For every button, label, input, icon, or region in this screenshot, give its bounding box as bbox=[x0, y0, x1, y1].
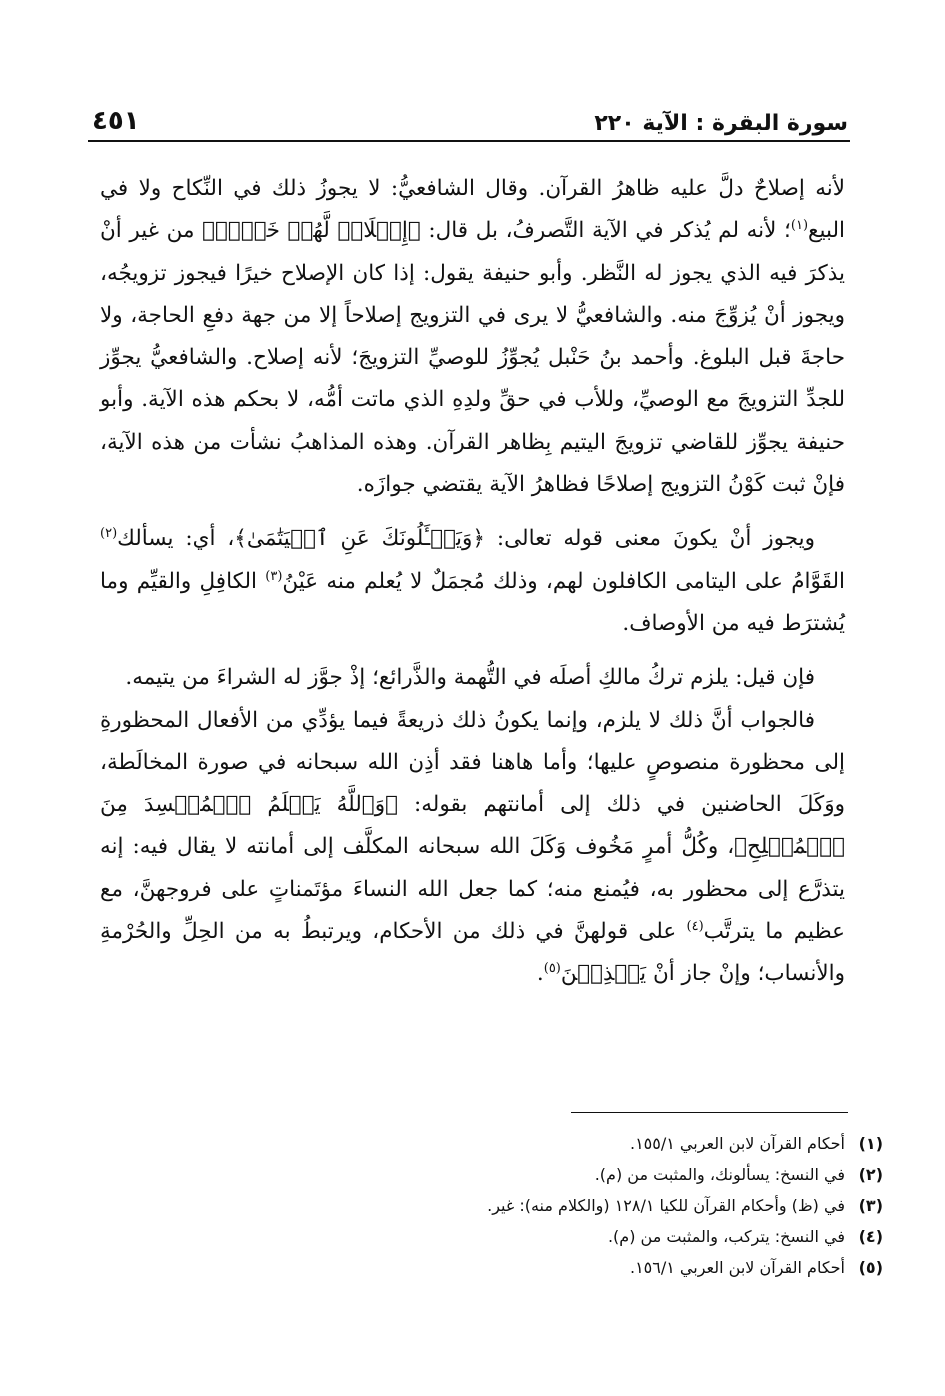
quran-quote: ﴿وَيَسۡـَٔلُونَكَ عَنِ ٱلۡيَتَٰمَىٰ﴾ bbox=[234, 526, 485, 552]
footnote-ref-5: (٥) bbox=[543, 961, 561, 977]
footnote-item bbox=[98, 1221, 883, 1252]
main-text bbox=[100, 168, 845, 996]
footnote-text: في النسخ: يتركب، والمثبت من (م). bbox=[607, 1227, 845, 1246]
footnote-item bbox=[98, 1159, 883, 1190]
header-rule bbox=[88, 140, 850, 142]
footnote-ref-4: (٤) bbox=[686, 918, 704, 934]
paragraph-1-text-c: من غير أنْ يذكرَ فيه الذي يجوز له النَّظر. وأبو حنيفة يقول: إذا كان الإصلاح خيرًا فيجوز تزويجُه، ويجوز أنْ يُزوِّجَ منه. والشافعيُّ لا يرى في التزويج إصلاحاً إلا من جهة دفعِ الحاجة، ولا حاجةَ قبل البلوغ. وأحمد بنُ حَنْبل يُجوِّزُ للوصيِّ التزويجَ؛ لأنه إصلاح. والشافعيُّ يجوِّز للجدِّ التزويجَ مع الوصيِّ، وللأب في حقِّ ولدِهِ الذي ماتت أمُّه، لا بحكم هذه الآية. وأبو حنيفة يجوِّز للقاضي تزويجَ اليتيم بِظاهر القرآن. وهذه المذاهبُ نشأت من هذه الآية، فإنْ ثبت كَوْنُ التزويج إصلاحًا فظاهرُ الآية يقتضي جوازَه. bbox=[100, 218, 845, 498]
quran-quote: ﴿إِصۡلَاحٞ لَّهُمۡ خَيۡرٞ﴾ bbox=[202, 218, 421, 244]
paragraph-4-text-a: فالجواب أنَّ ذلك لا يلزم، وإنما يكونُ ذلك ذريعةً فيما يؤدِّي من الأفعال المحظورةِ إلى محظورة منصوصٍ عليها؛ وأما هاهنا فقد أذِن الله سبحانه في صورة المخالَطة، ووَكَلَ الحاضنين في ذلك إلى أمانتهم بقوله: bbox=[100, 707, 845, 818]
page-number: ٤٥١ bbox=[92, 106, 140, 136]
paragraph-4-text-d: . bbox=[536, 961, 544, 987]
paragraph-1-text-b: ؛ لأنه لم يُذكر في الآية التَّصرفُ، بل قال: bbox=[420, 218, 791, 244]
footnote-ref-3: (٣) bbox=[265, 568, 283, 584]
paragraph-2-text-c: القَوَّامُ على اليتامى الكافلون لهم، وذلك مُجمَلٌ لا يُعلم منه عَيْنُ bbox=[282, 568, 845, 594]
paragraph-2 bbox=[100, 518, 845, 645]
paragraph-4-text-c: على قولهنَّ في ذلك من الأحكام، ويرتبطُ به من الحِلِّ والحُرْمةِ والأنساب؛ وإنْ جاز أنْ يَكۡذِبۡنَ bbox=[100, 919, 845, 987]
footnote-number: (٤) bbox=[858, 1227, 883, 1246]
footnote-text: أحكام القرآن لابن العربي ١٥٦/١. bbox=[629, 1258, 845, 1277]
footnote-number: (١) bbox=[858, 1134, 883, 1153]
footnote-number: (٣) bbox=[858, 1196, 883, 1215]
footnote-item bbox=[98, 1252, 883, 1283]
footnote-text: في النسخ: يسألونك، والمثبت من (م). bbox=[594, 1165, 845, 1184]
footnote-text: في (ظ) وأحكام القرآن للكيا ١٢٨/١ (والكلام منه): غير. bbox=[487, 1196, 845, 1215]
paragraph-2-text-b: ، أي: يسألك bbox=[117, 526, 235, 552]
paragraph-2-text-a: ويجوز أنْ يكونَ معنى قوله تعالى: bbox=[485, 526, 815, 552]
paragraph-2-text-d: الكافِلِ والقيِّم وما يُشترَط فيه من الأوصاف. bbox=[100, 568, 845, 636]
paragraph-1 bbox=[100, 168, 845, 506]
footnote-number: (٢) bbox=[858, 1165, 883, 1184]
footnote-item bbox=[98, 1128, 883, 1159]
footnote-separator bbox=[571, 1112, 848, 1113]
paragraph-4 bbox=[100, 700, 845, 996]
footnotes bbox=[98, 1128, 883, 1283]
footnote-text: أحكام القرآن لابن العربي ١٥٥/١. bbox=[629, 1134, 845, 1153]
running-title: سورة البقرة : الآية ٢٢٠ bbox=[594, 111, 848, 136]
footnote-ref-1: (١) bbox=[790, 218, 809, 234]
paragraph-1-text-a: لأنه إصلاحٌ دلَّ عليه ظاهرُ القرآن. وقال الشافعيُّ: لا يجوزُ ذلك في النِّكاح ولا في البيع bbox=[100, 176, 845, 244]
footnote-number: (٥) bbox=[858, 1258, 883, 1277]
footnote-ref-2: (٢) bbox=[100, 526, 118, 542]
quran-quote: ﴿وَٱللَّهُ يَعۡلَمُ ٱلۡمُفۡسِدَ مِنَ ٱلۡمُصۡلِحِ﴾ bbox=[100, 792, 845, 860]
paragraph-4-text-b: ، وكُلُّ أمرٍ مَخُوف وَكَلَ الله سبحانه المكلَّف إلى أمانته لا يقال فيه: إنه يتذرَّع إلى محظور به، فيُمنع منه؛ كما جعل الله النساءَ مؤتَمناتٍ على فروجهنَّ، مع عظيم ما يترتَّب bbox=[100, 834, 845, 945]
footnote-item bbox=[98, 1190, 883, 1221]
paragraph-3: فإن قيل: يلزم تركُ مالكِ أصلَه في التُّهمة والذَّرائع؛ إذْ جوَّز له الشراءَ من يتيمه. bbox=[125, 665, 815, 691]
page-header bbox=[92, 96, 848, 136]
